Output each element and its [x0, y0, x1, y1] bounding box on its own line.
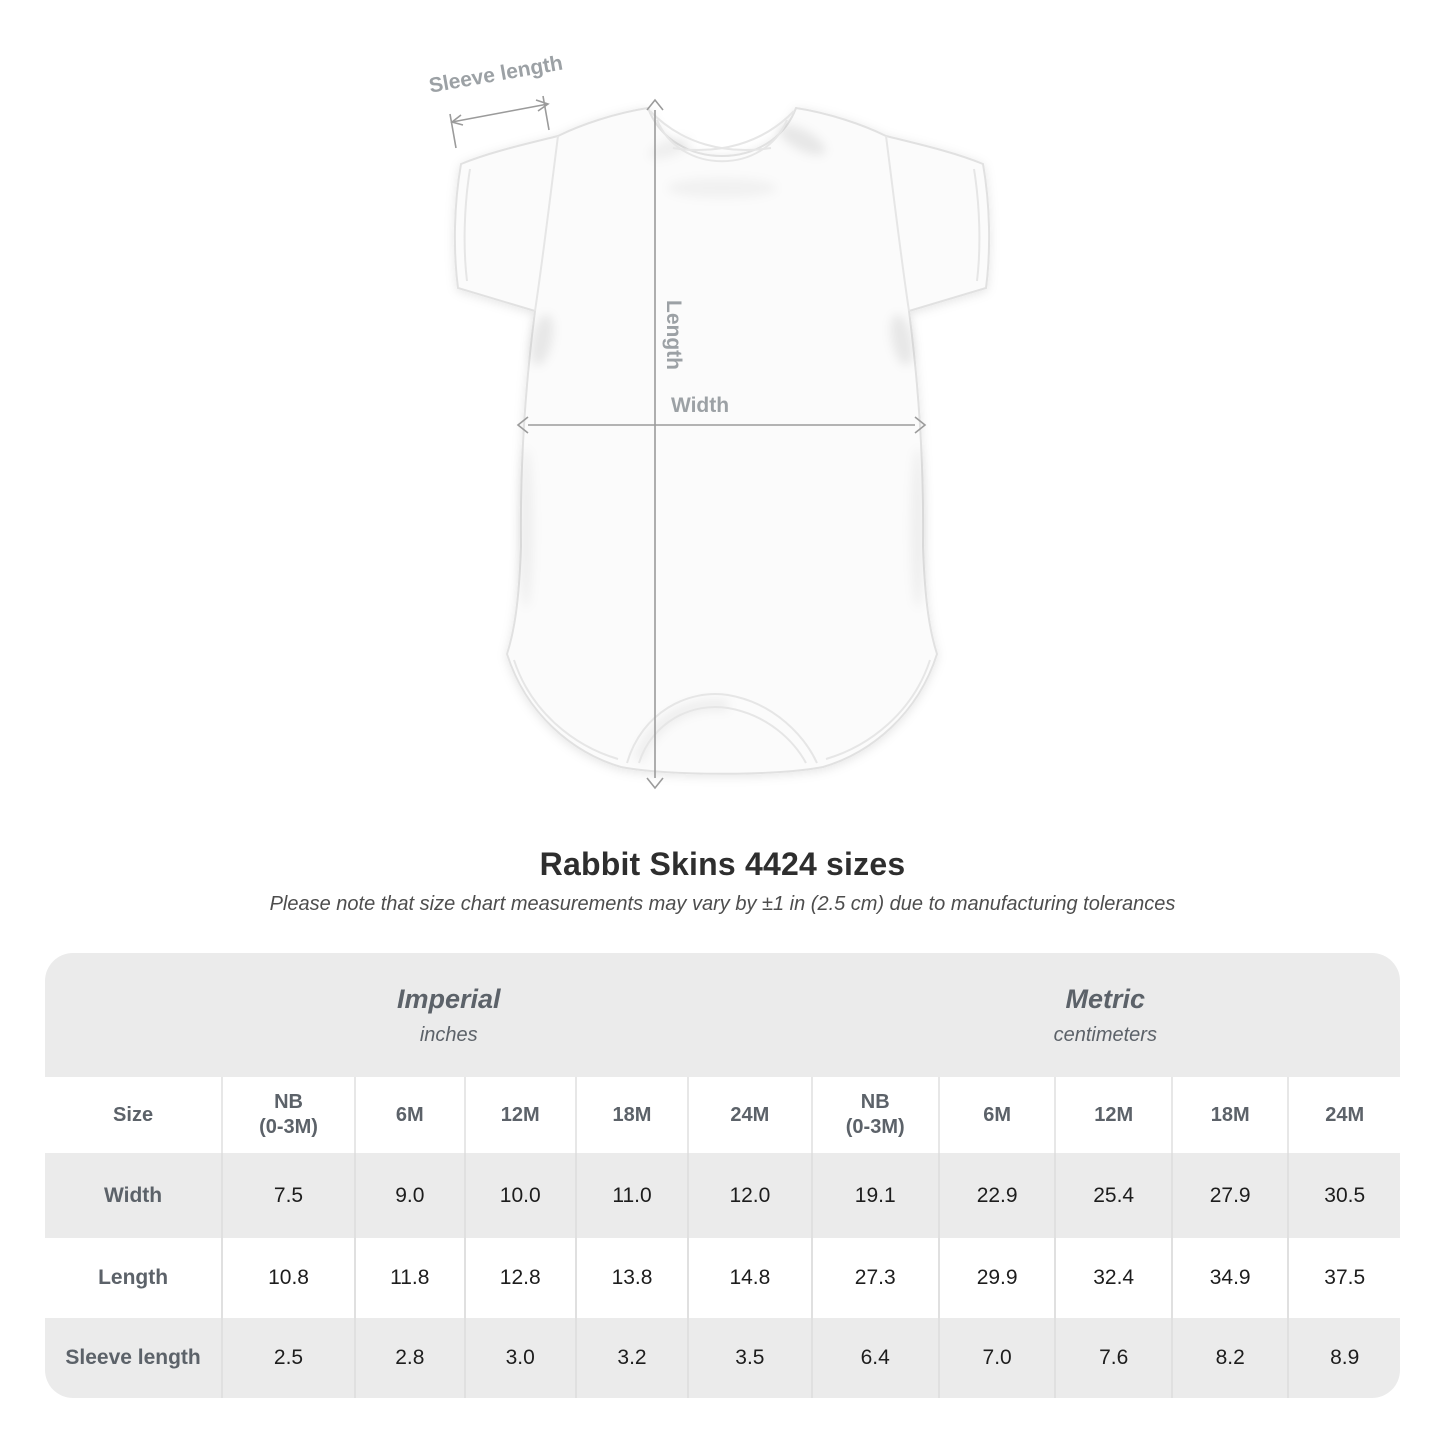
length-arrow-up [647, 100, 663, 110]
size-corner-header: Size [45, 1077, 221, 1153]
value-cell: 3.0 [464, 1318, 575, 1398]
col-header-line1: 6M [983, 1103, 1012, 1126]
length-arrow-down [647, 778, 663, 788]
row-label-width: Width [45, 1153, 221, 1238]
col-header-line2: (0-3M) [845, 1116, 905, 1138]
col-header-line1: 24M [1325, 1103, 1365, 1126]
value-cell: 6.4 [811, 1318, 938, 1398]
col-header-line1: 24M [730, 1103, 770, 1126]
value-cell: 7.0 [938, 1318, 1055, 1398]
value-cell: 11.8 [354, 1238, 464, 1318]
sleeve-length-label: Sleeve length [427, 51, 565, 98]
value-cell: 34.9 [1171, 1238, 1288, 1318]
value-cell: 3.5 [687, 1318, 810, 1398]
col-header-line1: NB [274, 1091, 303, 1113]
row-label-sleeve-length: Sleeve length [45, 1318, 221, 1398]
value-cell: 37.5 [1287, 1238, 1400, 1318]
value-cell: 8.9 [1287, 1318, 1400, 1398]
col-header-6m-metric [938, 1077, 1055, 1153]
value-cell: 9.0 [354, 1153, 464, 1238]
value-cell: 25.4 [1054, 1153, 1171, 1238]
length-label: Length [662, 300, 685, 370]
metric-unit: centimeters [1053, 1023, 1157, 1046]
value-cell: 12.0 [687, 1153, 810, 1238]
unit-band-row [45, 953, 1400, 1077]
col-header-24m-imperial [687, 1077, 810, 1153]
value-cell: 8.2 [1171, 1318, 1288, 1398]
value-cell: 2.8 [354, 1318, 464, 1398]
value-cell: 7.6 [1054, 1318, 1171, 1398]
value-cell: 14.8 [687, 1238, 810, 1318]
value-cell: 10.8 [221, 1238, 354, 1318]
table-row-sleeve-length [45, 1318, 1400, 1398]
width-label: Width [670, 394, 730, 417]
col-header-line1: 12M [1094, 1103, 1134, 1126]
value-cell: 22.9 [938, 1153, 1055, 1238]
bodysuit-garment [455, 108, 989, 774]
col-header-line1: 6M [395, 1103, 424, 1126]
value-cell: 12.8 [464, 1238, 575, 1318]
value-cell: 19.1 [811, 1153, 938, 1238]
col-header-12m-imperial [464, 1077, 575, 1153]
col-header-line1: NB [860, 1091, 890, 1113]
value-cell: 30.5 [1287, 1153, 1400, 1238]
value-cell: 32.4 [1054, 1238, 1171, 1318]
sleeve-dimension-line [452, 104, 548, 122]
col-header-line1: 12M [500, 1103, 540, 1126]
imperial-label: Imperial [396, 983, 501, 1014]
value-cell: 27.3 [811, 1238, 938, 1318]
col-header-18m-imperial [575, 1077, 687, 1153]
value-cell: 13.8 [575, 1238, 687, 1318]
column-header-row [45, 1077, 1400, 1153]
imperial-unit: inches [419, 1023, 478, 1046]
table-row-width [45, 1153, 1400, 1238]
value-cell: 3.2 [575, 1318, 687, 1398]
metric-label: Metric [1065, 983, 1146, 1014]
metric-band [811, 953, 1400, 1077]
size-chart-table [45, 953, 1400, 1398]
value-cell: 29.9 [938, 1238, 1055, 1318]
col-header-6m-imperial [354, 1077, 464, 1153]
value-cell: 27.9 [1171, 1153, 1288, 1238]
col-header-line1: 18M [612, 1103, 652, 1126]
col-header-24m-metric [1287, 1077, 1400, 1153]
value-cell: 7.5 [221, 1153, 354, 1238]
col-header-line1: 18M [1210, 1103, 1250, 1126]
col-header-12m-metric [1054, 1077, 1171, 1153]
value-cell: 2.5 [221, 1318, 354, 1398]
col-header-18m-metric [1171, 1077, 1288, 1153]
col-header-nb-imperial [221, 1077, 354, 1153]
page-title: Rabbit Skins 4424 sizes [539, 846, 906, 882]
value-cell: 10.0 [464, 1153, 575, 1238]
chart-heading [0, 846, 1445, 916]
row-label-length: Length [45, 1238, 221, 1318]
tolerance-note: Please note that size chart measurements may vary by ±1 in (2.5 cm) due to manufacturing tolerances [269, 893, 1176, 915]
col-header-line2: (0-3M) [259, 1116, 318, 1138]
value-cell: 11.0 [575, 1153, 687, 1238]
sleeve-tick-right [543, 96, 549, 130]
bodysuit-body [455, 108, 989, 774]
imperial-band [45, 953, 811, 1077]
col-header-nb-metric [811, 1077, 938, 1153]
table-row-length [45, 1238, 1400, 1318]
bodysuit-illustration [330, 48, 1110, 812]
